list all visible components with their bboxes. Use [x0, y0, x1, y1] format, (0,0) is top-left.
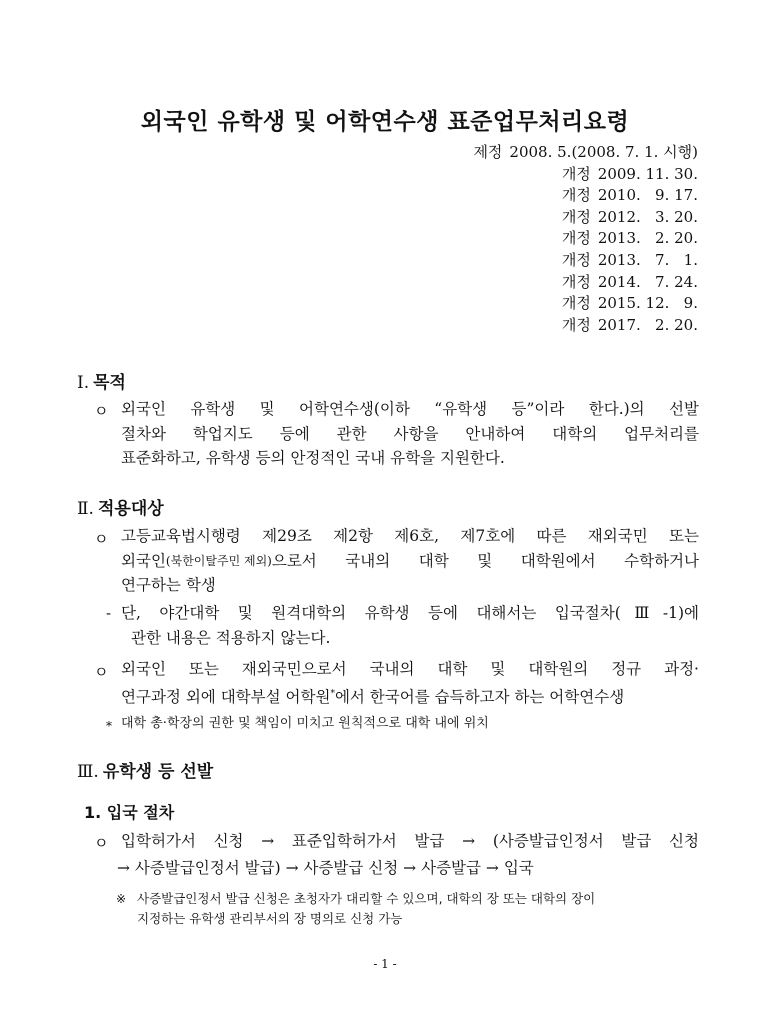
history-row: 개정 2010. 9. 17.	[561, 186, 698, 205]
section-heading-selection: Ⅲ. 유학생 등 선발	[77, 762, 214, 782]
entry-procedure-note: 사증발급인정서 발급 신청은 초청자가 대리할 수 있으며, 대학의 장 또는 대학의 장이 지정하는 유학생 관리부서의 장 명의로 신청 가능	[137, 891, 596, 926]
page-number: - 1 -	[373, 957, 397, 971]
history-row: 개정 2014. 7. 24.	[561, 272, 698, 291]
bullet-marker: ㅇ	[94, 530, 109, 548]
history-row: 제정 2008. 5.(2008. 7. 1. 시행)	[473, 143, 698, 161]
history-row: 개정 2012. 3. 20.	[561, 207, 698, 226]
bullet-marker: ㅇ	[94, 834, 109, 852]
purpose-paragraph: 외국인 유학생 및 어학연수생(이하 “유학생 등”이라 한다.)의 선발 절차와 학업지도 등에 관한 사항을 안내하여 대학의 업무처리를 표준화하고, 유학생 등의 안정적인 국내 유학을 지원한다.	[121, 400, 699, 467]
section-heading-scope: Ⅱ. 적용대상	[77, 499, 164, 519]
history-row: 개정 2009. 11. 30.	[561, 164, 698, 183]
scope-paragraph-2: 외국인 또는 재외국민으로서 국내의 대학 및 대학원의 정규 과정· 연구과정 외에 대학부설 어학원*에서 한국어를 습득하고자 하는 어학연수생	[121, 660, 699, 706]
revision-history	[473, 142, 698, 336]
note-marker: ※	[116, 892, 127, 906]
scope-paragraph-1: 고등교육법시행령 제29조 제2항 제6호, 제7호에 따른 재외국민 또는 외국인 (북한이탈주민 제외) 으로서 국내의 대학 및 대학원에서 수학하거나 연구하는 학생	[121, 527, 699, 594]
section-heading-purpose: Ⅰ. 목적	[77, 373, 126, 393]
scope-footnote: 대학 총·학장의 권한 및 책임이 미치고 원칙적으로 대학 내에 위치	[121, 716, 489, 731]
bullet-marker: ㅇ	[94, 402, 109, 420]
bullet-marker: ㅇ	[94, 663, 109, 681]
footnote-star: *	[106, 719, 112, 733]
history-row: 개정 2013. 2. 20.	[561, 229, 698, 248]
history-row: 개정 2017. 2. 20.	[561, 315, 698, 334]
history-row: 개정 2015. 12. 9.	[561, 294, 698, 313]
dash-marker: -	[106, 604, 112, 622]
entry-procedure-flow: 입학허가서 신청 → 표준입학허가서 발급 → (사증발급인정서 발급 신청 → 사증발급인정서 발급) → 사증발급 신청 → 사증발급 → 입국	[117, 832, 699, 877]
history-row: 개정 2013. 7. 1.	[561, 250, 698, 269]
scope-exception: 단, 야간대학 및 원격대학의 유학생 등에 대해서는 입국절차(Ⅲ-1)에 관한 내용은 적용하지 않는다.	[121, 604, 699, 647]
subsection-entry-procedure: 1. 입국 절차	[84, 803, 175, 822]
document-title: 외국인 유학생 및 어학연수생 표준업무처리요령	[140, 109, 630, 135]
